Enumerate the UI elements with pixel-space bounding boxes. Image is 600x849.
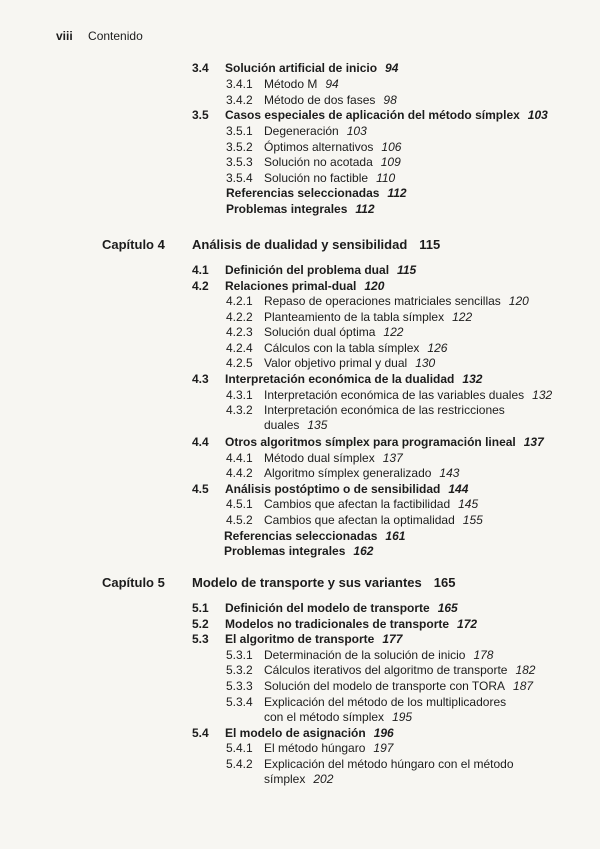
section-number: 5.3	[192, 632, 209, 646]
section-number: 4.2	[192, 279, 209, 293]
section-number: 3.4.1	[226, 77, 253, 91]
toc-subsection-entry	[226, 513, 483, 527]
entry-title: Método de dos fases	[264, 93, 376, 107]
chapter-title	[192, 575, 455, 591]
chapter-page: 115	[419, 237, 441, 252]
entry-page: 202	[313, 772, 334, 786]
entry-page: 112	[355, 202, 375, 216]
entry-page: 126	[427, 341, 448, 355]
page-number: viii	[56, 29, 73, 43]
toc-section-entry	[192, 372, 483, 386]
section-number: 4.5	[192, 482, 209, 496]
chapter-title-text: Modelo de transporte y sus variantes	[192, 575, 422, 590]
entry-page: 161	[385, 529, 406, 543]
section-number: 5.3.4	[226, 695, 253, 709]
toc-section-entry	[192, 435, 544, 449]
toc-section-entry	[192, 263, 417, 277]
entry-title: Análisis postóptimo o de sensibilidad	[225, 482, 441, 496]
chapter-page: 165	[433, 575, 456, 590]
section-number: 4.2.5	[226, 356, 253, 370]
entry-page: 143	[439, 466, 460, 480]
chapter-label: Capítulo 4	[102, 237, 165, 252]
entry-title-continued: símplex	[264, 772, 306, 786]
section-number: 5.3.2	[226, 663, 253, 677]
entry-title: Degeneración	[264, 124, 339, 138]
section-number: 3.5.3	[226, 155, 253, 169]
toc-subsection-entry	[226, 648, 494, 662]
toc-subsection-continuation	[264, 772, 333, 786]
section-number: 4.5.2	[226, 513, 253, 527]
entry-page: 132	[532, 388, 553, 402]
toc-subsection-entry	[226, 77, 339, 91]
toc-subsection-entry	[226, 497, 479, 511]
entry-title-continued: con el método símplex	[264, 710, 385, 724]
running-header	[56, 29, 143, 43]
section-number: 5.4.2	[226, 757, 253, 771]
entry-page: 172	[457, 617, 478, 631]
entry-title: Óptimos alternativos	[264, 140, 374, 154]
entry-title: Problemas integrales	[224, 544, 346, 558]
toc-subsection-continuation	[264, 710, 412, 724]
section-number: 5.3.3	[226, 679, 253, 693]
toc-subsection-entry	[226, 93, 397, 107]
toc-section-entry	[192, 632, 403, 646]
entry-title: El algoritmo de transporte	[225, 632, 375, 646]
toc-subsection-continuation	[264, 418, 327, 432]
toc-section-entry	[192, 482, 469, 496]
toc-section-entry	[192, 108, 548, 122]
section-number: 4.2.2	[226, 310, 253, 324]
section-number: 4.4.1	[226, 451, 253, 465]
toc-subsection-entry	[226, 388, 553, 402]
toc-subsection-entry	[226, 695, 507, 709]
entry-page: 137	[382, 451, 403, 465]
toc-subsection-entry	[226, 155, 401, 169]
entry-page: 178	[473, 648, 494, 662]
toc-subsection-entry	[226, 294, 529, 308]
entry-title: Solución del modelo de transporte con TORA	[264, 679, 506, 693]
entry-title: Método dual símplex	[264, 451, 375, 465]
entry-page: 120	[508, 294, 529, 308]
entry-title: Modelos no tradicionales de transporte	[225, 617, 450, 631]
entry-title: Interpretación económica de la dualidad	[225, 372, 455, 386]
entry-page: 182	[515, 663, 536, 677]
section-number: 4.4.2	[226, 466, 253, 480]
entry-title: Planteamiento de la tabla símplex	[264, 310, 445, 324]
toc-subsection-entry	[226, 356, 436, 370]
toc-subsection-entry	[226, 679, 534, 693]
entry-page: 144	[448, 482, 469, 496]
entry-page: 110	[376, 171, 396, 185]
entry-title: Algoritmo símplex generalizado	[264, 466, 432, 480]
entry-page: 155	[462, 513, 483, 527]
section-number: 4.3.2	[226, 403, 253, 417]
entry-page: 137	[523, 435, 544, 449]
entry-page: 106	[381, 140, 402, 154]
toc-section-entry	[192, 601, 458, 615]
section-number: 3.5.2	[226, 140, 253, 154]
toc-section-entry	[226, 202, 375, 216]
entry-page: 94	[325, 77, 339, 91]
chapter-label: Capítulo 5	[102, 575, 165, 590]
section-number: 5.3.1	[226, 648, 253, 662]
toc-subsection-entry	[226, 310, 473, 324]
toc-subsection-entry	[226, 466, 460, 480]
entry-page: 122	[452, 310, 473, 324]
toc-subsection-entry	[226, 325, 404, 339]
entry-title: Cálculos con la tabla símplex	[264, 341, 420, 355]
entry-page: 177	[382, 632, 403, 646]
toc-section-entry	[192, 726, 394, 740]
entry-title: Explicación del método de los multiplicadores	[264, 695, 507, 709]
toc-subsection-entry	[226, 140, 402, 154]
entry-title: Cálculos iterativos del algoritmo de transporte	[264, 663, 508, 677]
section-number: 4.4	[192, 435, 209, 449]
chapter-title	[192, 237, 440, 253]
entry-page: 112	[387, 186, 407, 200]
section-number: 4.2.1	[226, 294, 253, 308]
entry-page: 145	[458, 497, 479, 511]
entry-page: 187	[513, 679, 534, 693]
section-number: 3.5.4	[226, 171, 253, 185]
entry-title-continued: duales	[264, 418, 300, 432]
entry-page: 135	[307, 418, 328, 432]
entry-title: Interpretación económica de las restricciones	[264, 403, 505, 417]
toc-section-entry	[224, 529, 405, 543]
entry-title: Casos especiales de aplicación del método símplex	[225, 108, 520, 122]
toc-subsection-entry	[226, 663, 536, 677]
toc-subsection-entry	[226, 403, 505, 417]
entry-page: 197	[373, 741, 394, 755]
section-number: 5.4	[192, 726, 209, 740]
entry-title: Repaso de operaciones matriciales sencillas	[264, 294, 501, 308]
entry-page: 98	[383, 93, 397, 107]
entry-title: Cambios que afectan la factibilidad	[264, 497, 451, 511]
entry-title: Solución no factible	[264, 171, 369, 185]
toc-subsection-entry	[226, 757, 514, 771]
toc-section-entry	[192, 61, 399, 75]
entry-title: Otros algoritmos símplex para programación lineal	[225, 435, 516, 449]
entry-title: Definición del problema dual	[225, 263, 390, 277]
entry-title: El método húngaro	[264, 741, 366, 755]
section-number: 3.5.1	[226, 124, 253, 138]
entry-page: 162	[353, 544, 374, 558]
entry-page: 196	[373, 726, 394, 740]
toc-subsection-entry	[226, 741, 394, 755]
chapter-title-text: Análisis de dualidad y sensibilidad	[192, 237, 408, 252]
section-number: 3.4	[192, 61, 209, 75]
entry-page: 195	[392, 710, 413, 724]
toc-subsection-entry	[226, 171, 396, 185]
section-number: 4.5.1	[226, 497, 253, 511]
entry-page: 122	[383, 325, 404, 339]
entry-title: Explicación del método húngaro con el método	[264, 757, 514, 771]
toc-section-entry	[226, 186, 407, 200]
section-number: 4.2.4	[226, 341, 253, 355]
section-number: 4.2.3	[226, 325, 253, 339]
entry-title: Solución no acotada	[264, 155, 373, 169]
entry-page: 130	[415, 356, 436, 370]
entry-title: Relaciones primal-dual	[225, 279, 357, 293]
entry-page: 94	[385, 61, 399, 75]
entry-page: 132	[462, 372, 483, 386]
entry-title: Cambios que afectan la optimalidad	[264, 513, 455, 527]
toc-section-entry	[192, 279, 385, 293]
toc-section-entry	[224, 544, 373, 558]
section-number: 4.3.1	[226, 388, 253, 402]
entry-title: El modelo de asignación	[225, 726, 366, 740]
section-number: 3.5	[192, 108, 209, 122]
section-number: 3.4.2	[226, 93, 253, 107]
entry-title: Solución dual óptima	[264, 325, 376, 339]
entry-title: Referencias seleccionadas	[226, 186, 380, 200]
toc-section-entry	[192, 617, 478, 631]
entry-title: Interpretación económica de las variables duales	[264, 388, 525, 402]
entry-title: Referencias seleccionadas	[224, 529, 378, 543]
section-number: 5.2	[192, 617, 209, 631]
entry-page: 103	[346, 124, 367, 138]
entry-title: Valor objetivo primal y dual	[264, 356, 408, 370]
entry-title: Problemas integrales	[226, 202, 348, 216]
toc-subsection-entry	[226, 451, 403, 465]
toc-subsection-entry	[226, 124, 367, 138]
section-number: 5.1	[192, 601, 209, 615]
entry-title: Solución artificial de inicio	[225, 61, 378, 75]
section-number: 4.3	[192, 372, 209, 386]
entry-page: 103	[527, 108, 548, 122]
entry-page: 115	[397, 263, 417, 277]
section-number: 4.1	[192, 263, 209, 277]
entry-page: 165	[437, 601, 458, 615]
section-number: 5.4.1	[226, 741, 253, 755]
toc-subsection-entry	[226, 341, 448, 355]
entry-title: Determinación de la solución de inicio	[264, 648, 466, 662]
running-header-title: Contenido	[88, 29, 143, 43]
entry-title: Definición del modelo de transporte	[225, 601, 430, 615]
entry-page: 120	[364, 279, 385, 293]
entry-title: Método M	[264, 77, 318, 91]
entry-page: 109	[380, 155, 401, 169]
